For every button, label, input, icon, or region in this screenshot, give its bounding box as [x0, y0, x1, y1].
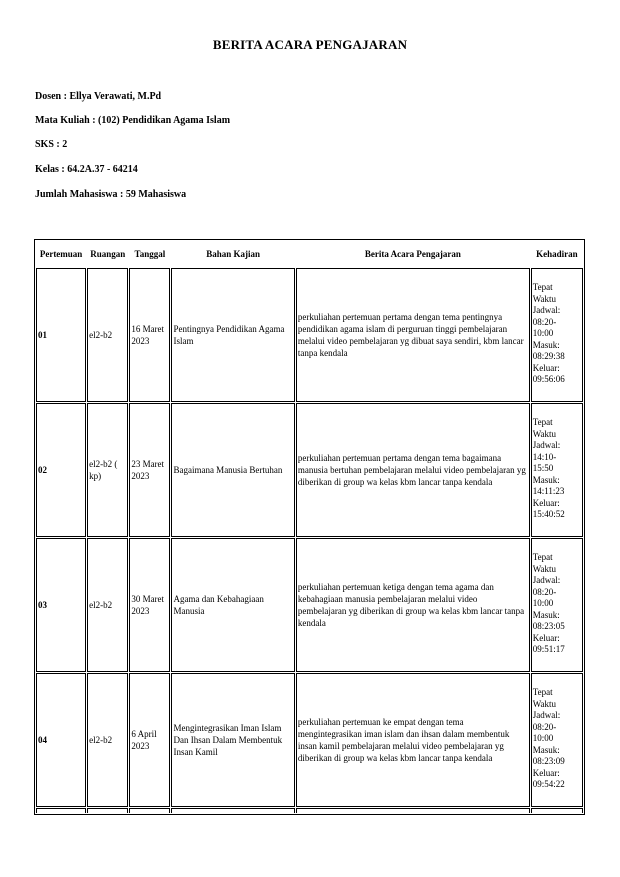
kehadiran-line: Masuk:: [532, 339, 560, 350]
kehadiran-line: Tepat: [532, 282, 553, 292]
kehadiran-line: Jadwal:: [532, 575, 561, 585]
kehadiran-line: Keluar:: [532, 497, 560, 508]
empty-cell: [531, 808, 583, 813]
empty-cell: [171, 808, 294, 813]
cell-tanggal: 6 April 2023: [129, 673, 170, 807]
kehadiran-line: Tepat: [532, 687, 553, 697]
cell-tanggal: 23 Maret 2023: [129, 403, 170, 537]
cell-kehadiran: [531, 403, 583, 537]
cell-bahan-kajian: Mengintegrasikan Iman Islam Dan Ihsan Dalam Membentuk Insan Kamil: [171, 673, 294, 807]
kehadiran-line: Keluar:: [532, 632, 560, 643]
jumlah-mahasiswa-label: Jumlah Mahasiswa : 59 Mahasiswa: [35, 189, 187, 200]
table-header-row: [36, 241, 583, 267]
kehadiran-line: 14:11:23: [532, 486, 565, 496]
kehadiran-line: Masuk:: [532, 474, 560, 485]
empty-cell: [129, 808, 170, 813]
dosen-label: Dosen : Ellya Verawati, M.Pd: [35, 91, 162, 102]
sks-label: SKS : 2: [35, 139, 68, 150]
kehadiran-line: 14:10-: [532, 451, 557, 462]
header-ruangan: Ruangan: [90, 249, 126, 259]
kehadiran-line: 08:23:05: [532, 621, 565, 631]
header-berita-acara: Berita Acara Pengajaran: [364, 249, 461, 259]
cell-tanggal: 30 Maret 2023: [129, 538, 170, 672]
kehadiran-line: Waktu: [532, 428, 557, 439]
kehadiran-line: 08:23:09: [532, 756, 565, 766]
cell-pertemuan: 01: [36, 268, 86, 402]
kehadiran-line: 08:29:38: [532, 351, 565, 361]
cell-pertemuan: 03: [36, 538, 86, 672]
kehadiran-line: Keluar:: [532, 362, 560, 373]
berita-acara-table: [34, 239, 585, 815]
kehadiran-line: Waktu: [532, 698, 557, 709]
cell-berita-acara: perkuliahan pertemuan ke empat dengan tema mengintegrasikan iman islam dan ihsan dalam membentuk insan kamil pembelajaran melalui video pembelajaran yg diberikan di group wa kelas kbm lancar tanpa kendala: [296, 673, 530, 807]
cell-pertemuan: 04: [36, 673, 86, 807]
kehadiran-line: 08:20-: [532, 586, 557, 597]
cell-bahan-kajian: Bagaimana Manusia Bertuhan: [171, 403, 294, 537]
header-pertemuan: Pertemuan: [39, 249, 83, 259]
cell-tanggal: 16 Maret 2023: [129, 268, 170, 402]
mata-kuliah-label: Mata Kuliah : (102) Pendidikan Agama Islam: [35, 115, 231, 126]
cell-berita-acara: perkuliahan pertemuan ketiga dengan tema agama dan kebahagiaan manusia pembelajaran melalui video pembelajaran yg diberikan di group wa kelas kbm lancar tanpa kendala: [296, 538, 530, 672]
cell-ruangan: el2-b2: [87, 268, 128, 402]
header-tanggal: Tanggal: [134, 249, 166, 259]
table-row: [36, 673, 583, 807]
table-row-continued: [36, 808, 583, 813]
kehadiran-line: Keluar:: [532, 767, 560, 778]
header-bahan-kajian: Bahan Kajian: [206, 249, 261, 259]
kehadiran-line: 09:54:22: [532, 779, 565, 789]
empty-cell: [296, 808, 530, 813]
cell-berita-acara: perkuliahan pertemuan pertama dengan tema pentingnya pendidikan agama islam di perguruan tinggi pembelajaran melalui video pembelajaran yg dibuat saya sendiri, kbm lancar tanpa kendala: [296, 268, 530, 402]
kehadiran-line: 10:00: [532, 598, 554, 608]
kehadiran-line: 08:20-: [532, 316, 557, 327]
table-row: [36, 538, 583, 672]
cell-kehadiran: [531, 538, 583, 672]
cell-bahan-kajian: Agama dan Kebahagiaan Manusia: [171, 538, 294, 672]
kehadiran-line: Tepat: [532, 417, 553, 427]
cell-bahan-kajian: Pentingnya Pendidikan Agama Islam: [171, 268, 294, 402]
kehadiran-line: 09:56:06: [532, 374, 565, 384]
kehadiran-line: Jadwal:: [532, 440, 561, 450]
kehadiran-line: 15:50: [532, 463, 554, 473]
kehadiran-line: 08:20-: [532, 721, 557, 732]
kehadiran-line: 10:00: [532, 733, 554, 743]
cell-berita-acara: perkuliahan pertemuan pertama dengan tema bagaimana manusia bertuhan pembelajaran melalui video pembelajaran yg diberikan di group wa kelas kbm lancar tanpa kendala: [296, 403, 530, 537]
cell-ruangan: el2-b2: [87, 673, 128, 807]
kehadiran-line: 09:51:17: [532, 644, 565, 654]
cell-pertemuan: 02: [36, 403, 86, 537]
kehadiran-line: Waktu: [532, 293, 557, 304]
kehadiran-line: Jadwal:: [532, 305, 561, 315]
table-row: [36, 403, 583, 537]
cell-kehadiran: [531, 673, 583, 807]
empty-cell: [36, 808, 86, 813]
kehadiran-line: Masuk:: [532, 609, 560, 620]
kehadiran-line: Tepat: [532, 552, 553, 562]
cell-kehadiran: [531, 268, 583, 402]
empty-cell: [87, 808, 128, 813]
page-title: BERITA ACARA PENGAJARAN: [212, 37, 408, 52]
header-kehadiran: Kehadiran: [536, 249, 578, 259]
table-row: [36, 268, 583, 402]
cell-ruangan: el2-b2 ( kp): [87, 403, 128, 537]
cell-ruangan: el2-b2: [87, 538, 128, 672]
kehadiran-line: Jadwal:: [532, 710, 561, 720]
kehadiran-line: Waktu: [532, 563, 557, 574]
kehadiran-line: Masuk:: [532, 744, 560, 755]
kehadiran-line: 10:00: [532, 328, 554, 338]
kehadiran-line: 15:40:52: [532, 509, 565, 519]
kelas-label: Kelas : 64.2A.37 - 64214: [35, 164, 138, 175]
